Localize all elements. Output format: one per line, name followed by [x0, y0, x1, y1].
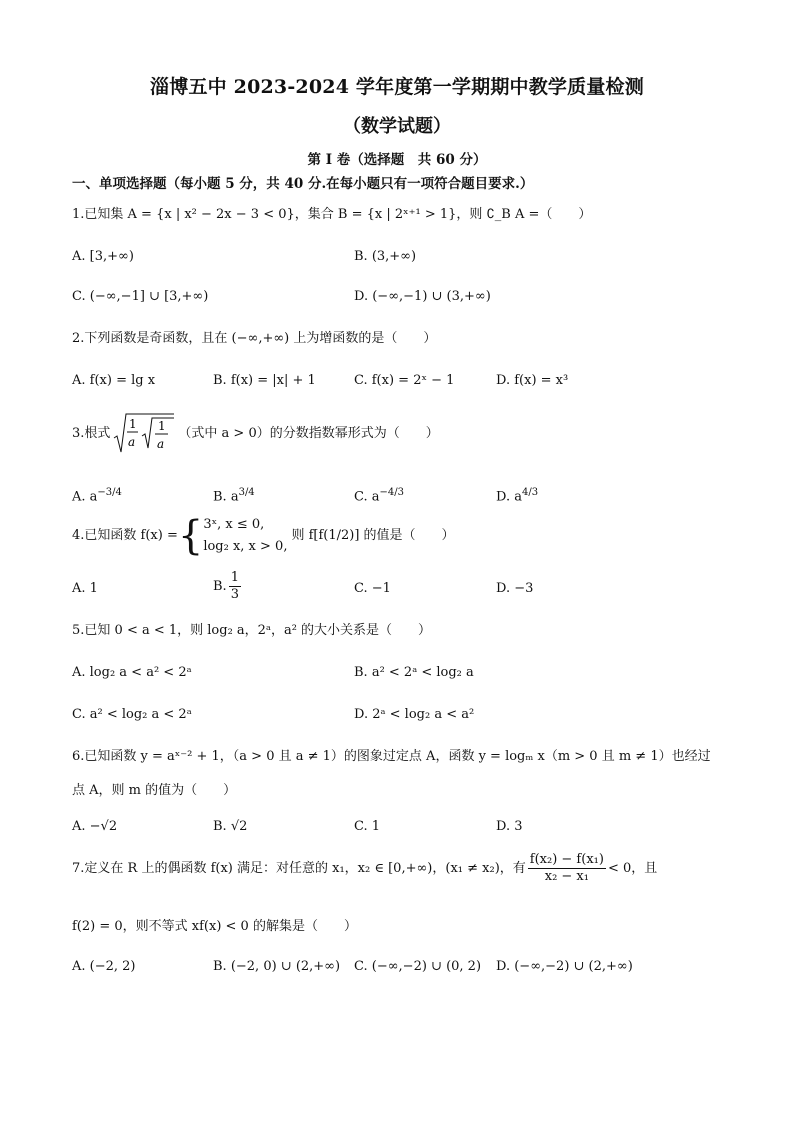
piecewise-brace: { [177, 513, 204, 559]
question-5-option-a: A. log₂ a < a² < 2ᵃ [72, 665, 192, 680]
question-6-option-d: D. 3 [496, 819, 523, 834]
question-4-option-b: B. $\frac{1}{3}$ [213, 570, 239, 602]
question-6-stem: 6.已知函数 y = aˣ⁻² + 1，（a > 0 且 a ≠ 1）的图象过定点 A，函数 y = logₘ x（m > 0 且 m ≠ 1）也经过 [72, 749, 711, 764]
difference-quotient: $\frac{\text{f(x₂) − f(x₁)}}{\text{x₂ − x₁}}$ [529, 852, 604, 884]
question-2-option-d: D. f(x) = x³ [496, 373, 569, 388]
question-7-stem-pre: 7.定义在 R 上的偶函数 f(x) 满足：对任意的 x₁，x₂ ∈ [0,+∞)，(x₁ ≠ x₂)，有 [72, 860, 526, 876]
page-title: 淄博五中 2023-2024 学年度第一学期期中教学质量检测 [150, 76, 644, 98]
question-3-stem-pre: 3.根式 [72, 426, 111, 441]
part-heading: 第 I 卷（选择题 共 60 分） [307, 152, 487, 168]
question-6-option-b: B. √2 [213, 819, 248, 834]
question-7-option-d: D. (−∞,−2) ∪ (2,+∞) [496, 959, 633, 974]
question-1-option-b: B. (3,+∞) [354, 249, 417, 264]
question-5-option-b: B. a² < 2ᵃ < log₂ a [354, 665, 474, 680]
question-6-stem-line2: 点 A，则 m 的值为（ ） [72, 783, 237, 798]
question-5-stem: 5.已知 0 < a < 1，则 log₂ a，2ᵃ，a² 的大小关系是（ ） [72, 623, 432, 638]
question-5-option-d: D. 2ᵃ < log₂ a < a² [354, 707, 475, 722]
question-7-stem-line2: f(2) = 0，则不等式 xf(x) < 0 的解集是（ ） [72, 919, 357, 934]
question-3-stem-post: （式中 a > 0）的分数指数幂形式为（ ） [178, 426, 439, 441]
question-3-stem [72, 412, 439, 456]
nested-radical-formula [112, 412, 176, 456]
question-4-option-a: A. 1 [72, 581, 98, 596]
svg-text:1: 1 [129, 417, 138, 431]
page-subtitle: （数学试题） [343, 116, 451, 137]
question-1-option-c: C. (−∞,−1] ∪ [3,+∞) [72, 289, 209, 304]
question-1-option-a: A. [3,+∞) [72, 249, 134, 264]
fraction-one-third: $\frac{1}{3}$ [230, 570, 239, 602]
question-3-option-d: D. $a^{4/3}$ [496, 487, 539, 505]
svg-text:a: a [157, 437, 165, 451]
svg-text:1: 1 [158, 419, 167, 433]
question-2-option-a: A. f(x) = lg x [72, 373, 156, 388]
question-7-stem-post: < 0，且 [607, 860, 658, 876]
section-heading: 一、单项选择题（每小题 5 分，共 40 分.在每小题只有一项符合题目要求.） [72, 176, 534, 192]
question-2-option-c: C. f(x) = 2ˣ − 1 [354, 373, 455, 388]
svg-text:a: a [128, 435, 136, 449]
question-6-option-c: C. 1 [354, 819, 381, 834]
question-1-option-d: D. (−∞,−1) ∪ (3,+∞) [354, 289, 491, 304]
question-4-option-c: C. −1 [354, 581, 391, 596]
piece-1: 3ˣ, x ≤ 0, [203, 517, 265, 532]
question-3-option-c: C. $a^{-4/3}$ [354, 487, 404, 505]
question-7-option-c: C. (−∞,−2) ∪ (0, 2) [354, 959, 482, 974]
question-6-option-a: A. −√2 [72, 819, 118, 834]
question-7-stem [72, 852, 657, 885]
question-7-option-b: B. (−2, 0) ∪ (2,+∞) [213, 959, 341, 974]
question-4-stem-post: 则 f[f(1/2)] 的值是（ ） [291, 528, 455, 543]
question-2-option-b: B. f(x) = |x| + 1 [213, 373, 316, 388]
question-2-stem: 2.下列函数是奇函数，且在 (−∞,+∞) 上为增函数的是（ ） [72, 331, 437, 346]
piecewise-cases [203, 514, 287, 558]
question-3-option-b: B. $a^{3/4}$ [213, 487, 255, 505]
question-4-stem [72, 514, 455, 558]
question-4-stem-pre: 4.已知函数 f(x) = [72, 528, 178, 543]
piece-2: log₂ x, x > 0, [203, 539, 288, 554]
question-4-option-d: D. −3 [496, 581, 534, 596]
question-1-stem: 1.已知集 A = {x | x² − 2x − 3 < 0}，集合 B = {x | 2ˣ⁺¹ > 1}，则 ∁_B A =（ ） [72, 207, 592, 222]
question-7-option-a: A. (−2, 2) [72, 959, 136, 974]
question-3-option-a: A. $a^{-3/4}$ [72, 487, 122, 505]
question-5-option-c: C. a² < log₂ a < 2ᵃ [72, 707, 192, 722]
